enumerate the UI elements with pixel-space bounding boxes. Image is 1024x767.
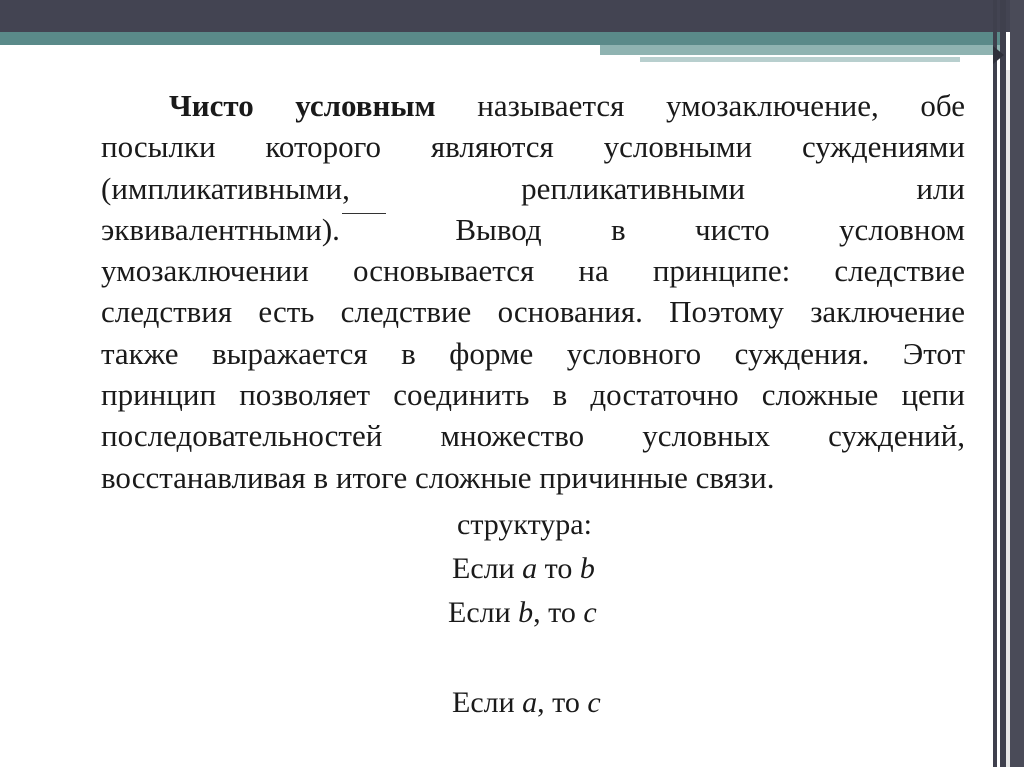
- paragraph-line: эквивалентными). Вывод в чисто условном: [101, 211, 965, 247]
- structure-label: структура:: [457, 508, 592, 541]
- slide-right-border: [1010, 0, 1024, 767]
- slide-accent-strip-light: [600, 45, 1000, 55]
- paragraph-line: Чисто условным называется умозаключение, обе: [169, 88, 965, 123]
- paragraph-line: последовательностей множество условных суждений,: [101, 418, 965, 454]
- variable-c: c: [587, 686, 601, 719]
- definition-paragraph: [101, 85, 965, 498]
- variable-a: a: [522, 552, 538, 585]
- paragraph-line: (импликативными, репликативными или: [101, 170, 965, 206]
- slide-accent-strip-faint: [640, 57, 960, 62]
- paragraph-line: принцип позволяет соединить в достаточно сложные цепи: [101, 377, 965, 413]
- footnote-line: [342, 213, 386, 214]
- premise-minor: Если b, то c: [448, 596, 597, 629]
- premise-major: Если a то b: [452, 552, 595, 585]
- paragraph-line: умозаключении основывается на принципе: следствие: [101, 253, 965, 289]
- variable-b: b: [579, 552, 595, 585]
- conclusion: Если a, то c: [452, 686, 601, 719]
- term-bold: Чисто условным: [169, 88, 436, 123]
- variable-a: a: [522, 686, 538, 719]
- slide-top-bar: [0, 0, 1024, 32]
- paragraph-line: посылки которого являются условными суждениями: [101, 129, 965, 165]
- variable-b: b: [518, 596, 534, 629]
- slide-shadow: [1006, 70, 1010, 767]
- paragraph-line: также выражается в форме условного суждения. Этот: [101, 335, 965, 371]
- slide-accent-strip: [0, 32, 1000, 45]
- paragraph-line: следствия есть следствие основания. Поэтому заключение: [101, 294, 965, 330]
- slide-right-border: [993, 0, 997, 767]
- paragraph-line: восстанавливая в итоге сложные причинные связи.: [101, 459, 775, 495]
- triangle-arrow-icon: [993, 46, 1004, 64]
- variable-c: c: [583, 596, 597, 629]
